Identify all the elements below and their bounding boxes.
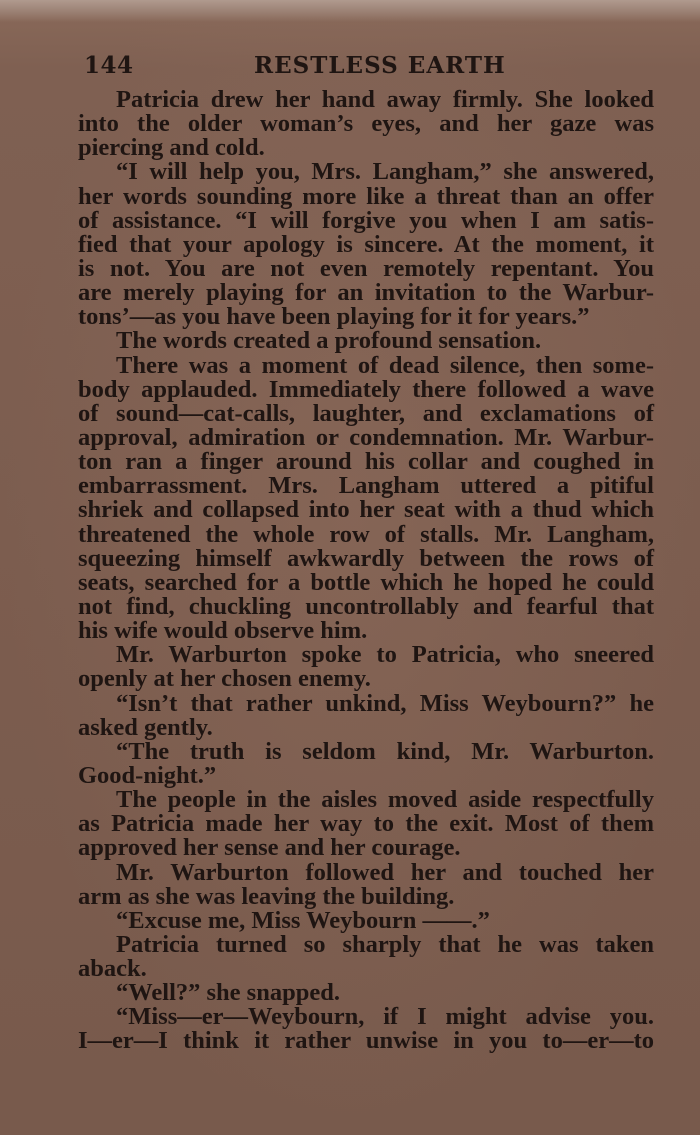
text-line: Patricia drew her hand away firmly. She looked [116, 86, 654, 113]
text-line: Mr. Warburton spoke to Patricia, who sneered [116, 641, 654, 669]
text-line: his wife would observe him. [78, 617, 368, 645]
text-line: of assistance. “I will forgive you when I am satis- [78, 206, 654, 234]
text-line: “Well?” she snapped. [116, 979, 340, 1007]
text-line: squeezing himself awkwardly between the rows of [78, 544, 654, 572]
text-line: threatened the whole row of stalls. Mr. Langham, [78, 520, 654, 548]
text-line: is not. You are not even remotely repentant. You [78, 254, 654, 282]
text-line: ton ran a finger around his collar and coughed in [78, 448, 654, 476]
text-line: fied that your apology is sincere. At the moment, it [78, 230, 654, 258]
text-line: aback. [78, 955, 147, 983]
text-line: into the older woman’s eyes, and her gaze was [78, 110, 654, 138]
text-line: approval, admiration or condemnation. Mr. Warbur- [78, 423, 654, 451]
text-line: as Patricia made her way to the exit. Most of them [78, 810, 654, 838]
text-line: approved her sense and her courage. [78, 834, 461, 862]
running-head [78, 52, 654, 88]
book-page [78, 52, 654, 1054]
text-line: The words created a profound sensation. [116, 327, 542, 355]
text-line: I—er—I think it rather unwise in you to—er—to [78, 1027, 654, 1055]
text-line: Good-night.” [78, 761, 217, 789]
text-line: Patricia turned so sharply that he was taken [116, 930, 654, 958]
body-text [78, 88, 654, 1054]
text-line: tons’—as you have been playing for it for years.” [78, 303, 590, 331]
text-line: embarrassment. Mrs. Langham uttered a pitiful [78, 472, 654, 500]
text-line: asked gently. [78, 713, 213, 741]
text-line: “Isn’t that rather unkind, Miss Weybourn?” he [116, 689, 654, 717]
text-line: not find, chuckling uncontrollably and fearful that [78, 592, 654, 620]
text-line: Mr. Warburton followed her and touched her [116, 858, 654, 886]
text-line: arm as she was leaving the building. [78, 882, 455, 910]
running-title: RESTLESS EARTH [254, 52, 506, 79]
text-line: openly at her chosen enemy. [78, 665, 371, 693]
text-line: her words sounding more like a threat than an offer [78, 182, 654, 210]
text-line: “The truth is seldom kind, Mr. Warburton. [116, 737, 654, 765]
text-line: of sound—cat-calls, laughter, and exclamations of [78, 399, 654, 427]
text-line: shriek and collapsed into her seat with a thud which [78, 496, 654, 524]
text-line: The people in the aisles moved aside respectfully [116, 786, 654, 814]
text-line: There was a moment of dead silence, then some- [116, 351, 654, 379]
text-line: “Excuse me, Miss Weybourn ——.” [116, 906, 490, 934]
text-line: “I will help you, Mrs. Langham,” she answered, [116, 158, 654, 186]
text-line: seats, searched for a bottle which he hoped he could [78, 568, 654, 596]
text-line: are merely playing for an invitation to the Warbur- [78, 279, 654, 307]
text-line: “Miss—er—Weybourn, if I might advise you. [116, 1003, 654, 1031]
page-number: 144 [84, 52, 134, 79]
page-top-edge [0, 0, 700, 22]
text-line: piercing and cold. [78, 134, 265, 162]
text-line: body applauded. Immediately there followed a wave [78, 375, 654, 403]
